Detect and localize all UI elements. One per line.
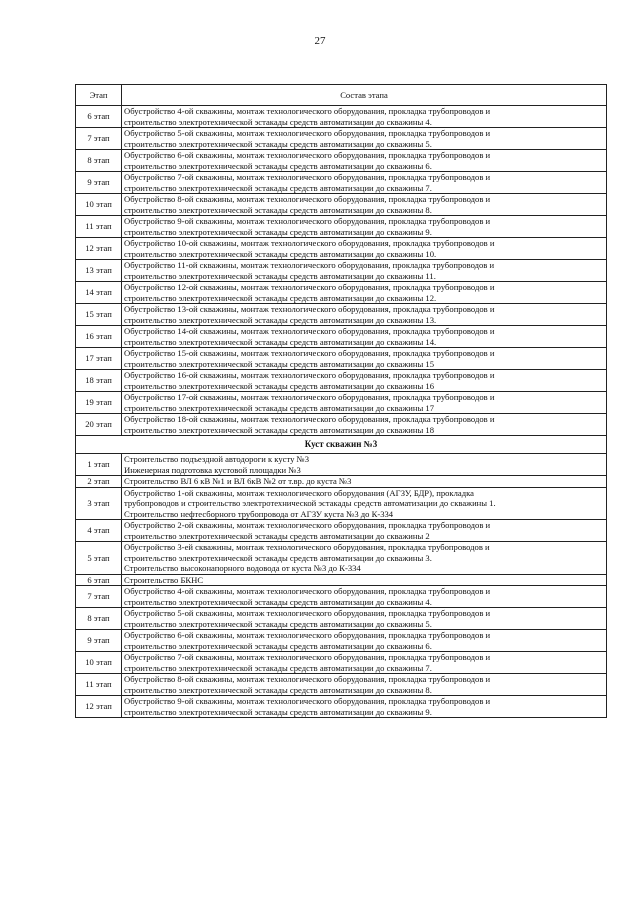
stage-description-cell bbox=[122, 150, 607, 172]
description-line: трубопроводов и строительство электротехнической эстакады средств автоматизации до скважины 1. bbox=[124, 498, 496, 508]
stage-cell: 16 этап bbox=[76, 326, 122, 348]
description-line: Обустройство 18-ой скважины, монтаж технологического оборудования, прокладка трубопроводов и bbox=[124, 414, 495, 424]
stage-cell: 10 этап bbox=[76, 652, 122, 674]
description-line: строительство электротехнической эстакады средств автоматизации до скважины 2 bbox=[124, 530, 430, 541]
stage-cell: 12 этап bbox=[76, 238, 122, 260]
description-line: Обустройство 2-ой скважины, монтаж технологического оборудования, прокладка трубопроводов и bbox=[124, 520, 491, 530]
stage-cell: 20 этап bbox=[76, 414, 122, 436]
description-line: Строительство нефтесборного трубопровода от АГЗУ куста №3 до К-334 bbox=[124, 508, 394, 519]
stage-cell: 3 этап bbox=[76, 487, 122, 520]
description-line: строительство электротехнической эстакады средств автоматизации до скважины 10. bbox=[124, 248, 437, 259]
table-row bbox=[76, 370, 607, 392]
table-row bbox=[76, 414, 607, 436]
description-line: Обустройство 8-ой скважины, монтаж технологического оборудования, прокладка трубопроводов и bbox=[124, 194, 491, 204]
header-content: Состав этапа bbox=[122, 85, 607, 106]
description-line: строительство электротехнической эстакады средств автоматизации до скважины 3. bbox=[124, 552, 432, 563]
table-row bbox=[76, 630, 607, 652]
stage-cell: 8 этап bbox=[76, 150, 122, 172]
description-line: Строительство БКНС bbox=[124, 574, 204, 585]
table-row bbox=[76, 696, 607, 718]
stage-description-cell bbox=[122, 630, 607, 652]
table-row bbox=[76, 128, 607, 150]
stage-description-cell bbox=[122, 476, 607, 488]
description-line: строительство электротехнической эстакады средств автоматизации до скважины 12. bbox=[124, 292, 437, 303]
description-line: Обустройство 6-ой скважины, монтаж технологического оборудования, прокладка трубопроводов и bbox=[124, 630, 491, 640]
table-row bbox=[76, 652, 607, 674]
stages-table bbox=[75, 84, 607, 718]
stages-table-container bbox=[75, 84, 606, 718]
stage-cell: 12 этап bbox=[76, 696, 122, 718]
table-row bbox=[76, 586, 607, 608]
stage-cell: 9 этап bbox=[76, 172, 122, 194]
stage-cell: 19 этап bbox=[76, 392, 122, 414]
stage-description-cell bbox=[122, 304, 607, 326]
stage-cell: 10 этап bbox=[76, 194, 122, 216]
description-line: строительство электротехнической эстакады средств автоматизации до скважины 18 bbox=[124, 424, 435, 435]
stage-description-cell bbox=[122, 652, 607, 674]
stage-cell: 1 этап bbox=[76, 454, 122, 476]
table-row bbox=[76, 542, 607, 575]
stage-description-cell bbox=[122, 487, 607, 520]
table-row bbox=[76, 348, 607, 370]
description-line: строительство электротехнической эстакады средств автоматизации до скважины 16 bbox=[124, 380, 435, 391]
description-line: строительство электротехнической эстакады средств автоматизации до скважины 8. bbox=[124, 684, 432, 695]
description-line: Обустройство 17-ой скважины, монтаж технологического оборудования, прокладка трубопроводов и bbox=[124, 392, 495, 402]
stage-description-cell bbox=[122, 238, 607, 260]
description-line: Обустройство 16-ой скважины, монтаж технологического оборудования, прокладка трубопроводов и bbox=[124, 370, 495, 380]
description-line: Обустройство 8-ой скважины, монтаж технологического оборудования, прокладка трубопроводов и bbox=[124, 674, 491, 684]
description-line: Обустройство 9-ой скважины, монтаж технологического оборудования, прокладка трубопроводов и bbox=[124, 696, 491, 706]
section-row bbox=[76, 436, 607, 454]
stage-cell: 11 этап bbox=[76, 674, 122, 696]
description-line: строительство электротехнической эстакады средств автоматизации до скважины 11. bbox=[124, 270, 436, 281]
table-body bbox=[76, 106, 607, 718]
stage-description-cell bbox=[122, 520, 607, 542]
table-row bbox=[76, 608, 607, 630]
stage-cell: 2 этап bbox=[76, 476, 122, 488]
header-stage: Этап bbox=[76, 85, 122, 106]
stage-description-cell bbox=[122, 106, 607, 128]
table-header-row bbox=[76, 85, 607, 106]
description-line: строительство электротехнической эстакады средств автоматизации до скважины 17 bbox=[124, 402, 435, 413]
stage-description-cell bbox=[122, 282, 607, 304]
description-line: строительство электротехнической эстакады средств автоматизации до скважины 4. bbox=[124, 116, 432, 127]
description-line: строительство электротехнической эстакады средств автоматизации до скважины 13. bbox=[124, 314, 437, 325]
stage-description-cell bbox=[122, 608, 607, 630]
table-row bbox=[76, 106, 607, 128]
description-line: строительство электротехнической эстакады средств автоматизации до скважины 8. bbox=[124, 204, 432, 215]
stage-cell: 14 этап bbox=[76, 282, 122, 304]
description-line: строительство электротехнической эстакады средств автоматизации до скважины 7. bbox=[124, 662, 432, 673]
page-number: 27 bbox=[314, 35, 326, 47]
stage-cell: 6 этап bbox=[76, 106, 122, 128]
description-line: Обустройство 7-ой скважины, монтаж технологического оборудования, прокладка трубопроводов и bbox=[124, 172, 491, 182]
stage-description-cell bbox=[122, 172, 607, 194]
table-row bbox=[76, 260, 607, 282]
description-line: строительство электротехнической эстакады средств автоматизации до скважины 7. bbox=[124, 182, 432, 193]
description-line: Обустройство 1-ой скважины, монтаж технологического оборудования (АГЗУ, БДР), прокладка bbox=[124, 487, 474, 498]
stage-cell: 7 этап bbox=[76, 128, 122, 150]
table-row bbox=[76, 520, 607, 542]
description-line: Обустройство 10-ой скважины, монтаж технологического оборудования, прокладка трубопроводов и bbox=[124, 238, 495, 248]
description-line: Обустройство 11-ой скважины, монтаж технологического оборудования, прокладка трубопроводов и bbox=[124, 260, 495, 270]
table-row bbox=[76, 574, 607, 586]
stage-description-cell bbox=[122, 194, 607, 216]
stage-cell: 11 этап bbox=[76, 216, 122, 238]
table-row bbox=[76, 194, 607, 216]
stage-description-cell bbox=[122, 260, 607, 282]
stage-description-cell bbox=[122, 326, 607, 348]
table-row bbox=[76, 172, 607, 194]
table-row bbox=[76, 238, 607, 260]
stage-cell: 8 этап bbox=[76, 608, 122, 630]
stage-description-cell bbox=[122, 128, 607, 150]
description-line: Строительство подъездной автодороги к кусту №3 bbox=[124, 454, 310, 464]
description-line: строительство электротехнической эстакады средств автоматизации до скважины 5. bbox=[124, 618, 432, 629]
stage-description-cell bbox=[122, 696, 607, 718]
description-line: Обустройство 13-ой скважины, монтаж технологического оборудования, прокладка трубопроводов и bbox=[124, 304, 495, 314]
stage-description-cell bbox=[122, 216, 607, 238]
description-line: Обустройство 4-ой скважины, монтаж технологического оборудования, прокладка трубопроводов и bbox=[124, 106, 491, 116]
stage-description-cell bbox=[122, 586, 607, 608]
description-line: строительство электротехнической эстакады средств автоматизации до скважины 9. bbox=[124, 226, 432, 237]
description-line: строительство электротехнической эстакады средств автоматизации до скважины 9. bbox=[124, 706, 432, 717]
table-row bbox=[76, 150, 607, 172]
description-line: Обустройство 3-ей скважины, монтаж технологического оборудования, прокладка трубопроводов и bbox=[124, 542, 490, 552]
description-line: строительство электротехнической эстакады средств автоматизации до скважины 4. bbox=[124, 596, 432, 607]
description-line: строительство электротехнической эстакады средств автоматизации до скважины 15 bbox=[124, 358, 435, 369]
description-line: Обустройство 5-ой скважины, монтаж технологического оборудования, прокладка трубопроводов и bbox=[124, 128, 491, 138]
description-line: Обустройство 12-ой скважины, монтаж технологического оборудования, прокладка трубопроводов и bbox=[124, 282, 495, 292]
table-row bbox=[76, 674, 607, 696]
description-line: Строительство высоконапорного водовода от куста №3 до К-334 bbox=[124, 563, 361, 573]
description-line: Обустройство 14-ой скважины, монтаж технологического оборудования, прокладка трубопроводов и bbox=[124, 326, 495, 336]
stage-cell: 15 этап bbox=[76, 304, 122, 326]
table-row bbox=[76, 476, 607, 488]
table-row bbox=[76, 454, 607, 476]
description-line: строительство электротехнической эстакады средств автоматизации до скважины 5. bbox=[124, 138, 432, 149]
description-line: строительство электротехнической эстакады средств автоматизации до скважины 14. bbox=[124, 336, 437, 347]
description-line: Обустройство 9-ой скважины, монтаж технологического оборудования, прокладка трубопроводов и bbox=[124, 216, 491, 226]
stage-cell: 4 этап bbox=[76, 520, 122, 542]
stage-description-cell bbox=[122, 348, 607, 370]
stage-cell: 13 этап bbox=[76, 260, 122, 282]
description-line: строительство электротехнической эстакады средств автоматизации до скважины 6. bbox=[124, 640, 432, 651]
stage-cell: 5 этап bbox=[76, 542, 122, 575]
stage-description-cell bbox=[122, 674, 607, 696]
description-line: строительство электротехнической эстакады средств автоматизации до скважины 6. bbox=[124, 160, 432, 171]
stage-description-cell bbox=[122, 414, 607, 436]
stage-cell: 7 этап bbox=[76, 586, 122, 608]
stage-description-cell bbox=[122, 574, 607, 586]
description-line: Строительство ВЛ 6 кВ №1 и ВЛ 6кВ №2 от т.вр. до куста №3 bbox=[124, 476, 352, 486]
table-row bbox=[76, 392, 607, 414]
description-line: Обустройство 6-ой скважины, монтаж технологического оборудования, прокладка трубопроводов и bbox=[124, 150, 491, 160]
section-title: Куст скважин №3 bbox=[76, 436, 607, 454]
description-line: Обустройство 5-ой скважины, монтаж технологического оборудования, прокладка трубопроводов и bbox=[124, 608, 491, 618]
table-row bbox=[76, 282, 607, 304]
stage-cell: 9 этап bbox=[76, 630, 122, 652]
stage-cell: 18 этап bbox=[76, 370, 122, 392]
description-line: Обустройство 4-ой скважины, монтаж технологического оборудования, прокладка трубопроводов и bbox=[124, 586, 491, 596]
description-line: Инженерная подготовка кустовой площадки №3 bbox=[124, 464, 301, 475]
table-row bbox=[76, 216, 607, 238]
stage-description-cell bbox=[122, 392, 607, 414]
description-line: Обустройство 15-ой скважины, монтаж технологического оборудования, прокладка трубопроводов и bbox=[124, 348, 495, 358]
description-line: Обустройство 7-ой скважины, монтаж технологического оборудования, прокладка трубопроводов и bbox=[124, 652, 491, 662]
stage-cell: 17 этап bbox=[76, 348, 122, 370]
stage-description-cell bbox=[122, 542, 607, 575]
stage-description-cell bbox=[122, 370, 607, 392]
stage-description-cell bbox=[122, 454, 607, 476]
table-row bbox=[76, 304, 607, 326]
stage-cell: 6 этап bbox=[76, 574, 122, 586]
table-row bbox=[76, 487, 607, 520]
table-row bbox=[76, 326, 607, 348]
